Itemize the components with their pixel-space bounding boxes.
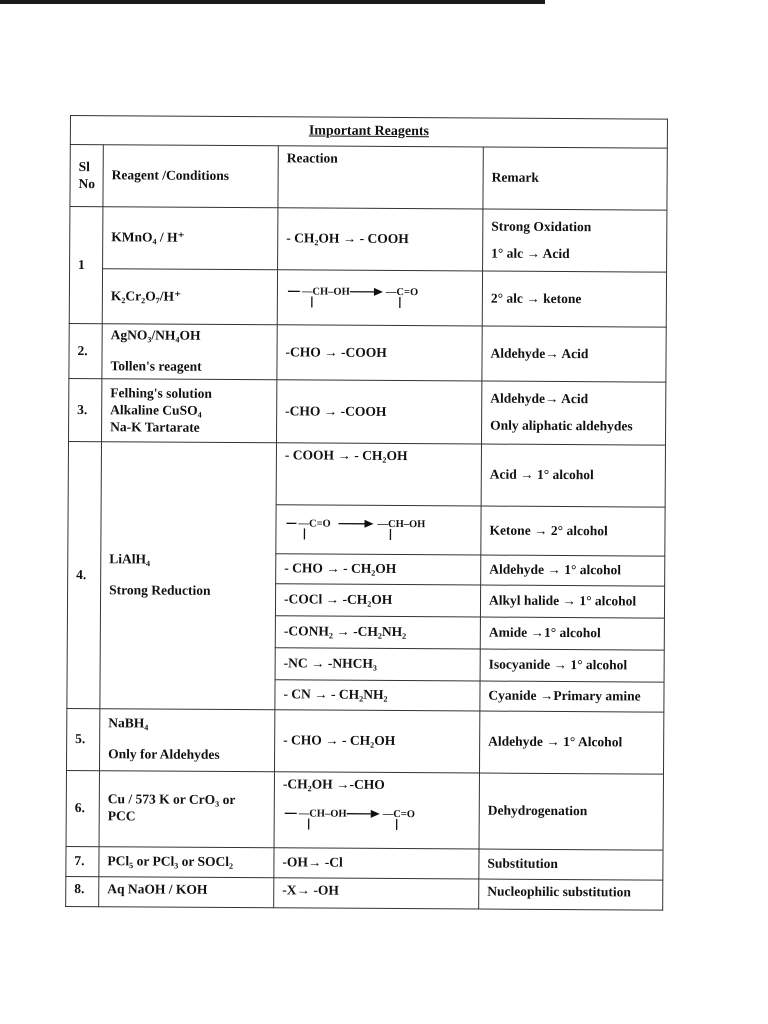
reagent-line: AgNO₃/NH₄OH	[110, 327, 201, 344]
reagent-line: PCC	[107, 808, 136, 824]
reagent-line: NaBH₄	[108, 715, 149, 731]
reaction-cell: -COCl → -CH₂OH	[275, 583, 480, 616]
remark-cell: Alkyl halide → 1° alcohol	[480, 585, 664, 618]
row-sl: 8.	[66, 876, 99, 906]
table-row	[66, 708, 663, 774]
reagent-line: Felhing's solution	[110, 385, 213, 401]
remark-cell	[481, 381, 665, 445]
row-sl: 2.	[69, 324, 102, 379]
remark-cell: Nucleophilic substitution	[479, 879, 663, 910]
reaction-cell: -CHO → -COOH	[276, 380, 481, 444]
remark-line: Strong Oxidation	[491, 218, 592, 234]
row-sl: 6.	[66, 770, 99, 846]
remark-cell: Aldehyde → 1° alcohol	[481, 555, 665, 586]
header-sl: Sl No	[70, 145, 103, 207]
row-sl: 3.	[69, 379, 102, 442]
reaction-line: -CH₂OH →-CHO	[282, 776, 385, 792]
row-sl: 4.	[67, 442, 102, 708]
remark-cell: Aldehyde → 1° Alcohol	[479, 711, 663, 774]
reaction-cell: -OH→ -Cl	[274, 848, 479, 879]
reaction-cell: -NC → -NHCH₃	[275, 647, 480, 680]
reagents-sheet	[65, 115, 667, 911]
table-title: Important Reagents	[308, 123, 430, 140]
remark-line: Aldehyde→ Acid	[490, 391, 589, 407]
header-remark: Remark	[483, 147, 667, 210]
remark-cell: 2° alc → ketone	[482, 271, 666, 327]
reagents-table	[65, 115, 668, 911]
row-sl: 1	[69, 207, 103, 324]
reagent-cell	[102, 324, 277, 380]
header-row	[70, 145, 667, 211]
table-row	[69, 379, 666, 446]
ketone-to-alcohol-structure	[284, 513, 472, 547]
reagent-cell	[99, 708, 274, 771]
reagent-line: Tollen's reagent	[110, 358, 202, 375]
remark-cell: Isocyanide → 1° alcohol	[480, 649, 664, 682]
table-row	[66, 846, 663, 880]
remark-line: Only aliphatic aldehydes	[490, 417, 633, 434]
svg-text:—C=O: —C=O	[298, 517, 331, 530]
alcohol-to-ketone-structure	[286, 281, 474, 315]
header-reaction: Reaction	[278, 146, 483, 209]
reagent-cell	[99, 770, 274, 847]
reagent-line: Strong Reduction	[109, 582, 211, 598]
remark-cell: Acid → 1° alcohol	[481, 444, 665, 507]
remark-line: 1° alc → Acid	[491, 245, 570, 261]
reagent-line: LiAlH₄	[109, 551, 151, 567]
table-row	[69, 324, 666, 383]
reaction-cell: - COOH → - CH₂OH	[276, 443, 481, 506]
table-row	[69, 269, 666, 328]
alcohol-to-aldehyde-structure	[283, 803, 471, 837]
reagent-line: Na-K Tartarate	[110, 419, 200, 435]
table-row	[68, 442, 665, 508]
remark-cell: Ketone → 2° alcohol	[481, 506, 665, 555]
table-row	[66, 770, 663, 850]
reagent-cell	[100, 442, 277, 709]
reaction-cell: -CHO → -COOH	[277, 325, 482, 381]
svg-text:—C=O: —C=O	[385, 286, 419, 298]
reaction-structure-cell	[276, 505, 481, 554]
remark-cell: Aldehyde→ Acid	[482, 326, 666, 382]
svg-text:—CH–OH: —CH–OH	[298, 808, 347, 820]
reaction-cell: -X→ -OH	[274, 878, 479, 909]
header-reagent: Reagent /Conditions	[103, 145, 278, 208]
scan-edge-bar	[0, 0, 545, 4]
reaction-structure-cell	[277, 270, 482, 326]
table-title-cell	[70, 116, 667, 149]
table-row	[70, 207, 667, 273]
reaction-cell: - CHO → - CH₂OH	[274, 709, 479, 772]
reaction-cell: -CONH₂ → -CH₂NH₂	[275, 615, 480, 648]
reagent-line: Alkaline CuSO₄	[110, 402, 202, 418]
remark-cell: Dehydrogenation	[479, 773, 663, 850]
svg-text:—CH–OH: —CH–OH	[301, 286, 350, 298]
remark-cell: Substitution	[479, 849, 663, 880]
reaction-cell	[274, 772, 479, 849]
remark-cell: Cyanide →Primary amine	[480, 681, 664, 712]
reaction-cell: - CN → - CH₂NH₂	[275, 679, 480, 710]
table-row	[66, 876, 663, 910]
row-sl: 7.	[66, 846, 99, 876]
reaction-cell: - CHO → - CH₂OH	[276, 553, 481, 584]
reagent-cell	[102, 379, 277, 443]
reaction-cell: - CH₂OH → - COOH	[278, 208, 483, 271]
reagent-line: Cu / 573 K or CrO₃ or	[107, 791, 236, 808]
svg-text:—C=O: —C=O	[382, 808, 416, 820]
remark-cell	[483, 209, 667, 272]
svg-text:—CH–OH: —CH–OH	[377, 518, 426, 530]
reagent-line: Only for Aldehydes	[108, 746, 220, 763]
reagent-cell: K₂Cr₂O₇/H⁺	[102, 269, 277, 325]
reagent-cell: PCl₅ or PCl₃ or SOCl₂	[99, 847, 274, 878]
remark-cell: Amide →1° alcohol	[480, 617, 664, 650]
reagent-cell: KMnO₄ / H⁺	[103, 207, 278, 270]
row-sl: 5.	[66, 708, 99, 770]
reagent-cell: Aq NaOH / KOH	[99, 877, 274, 908]
